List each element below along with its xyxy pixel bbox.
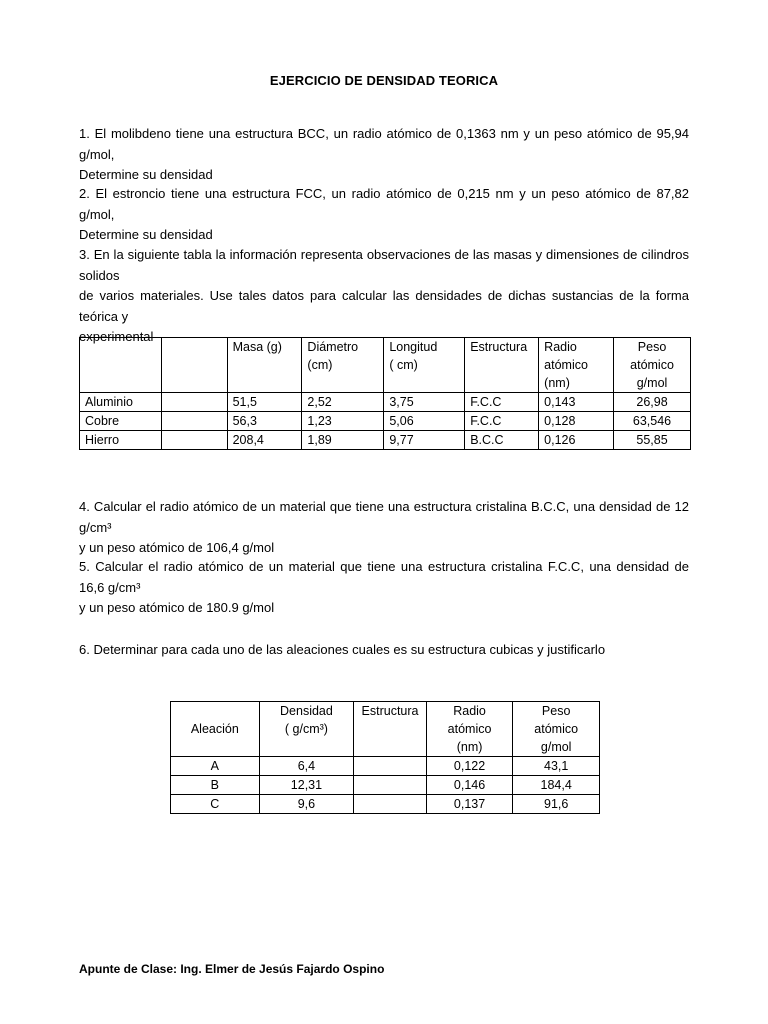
exercise-6 [79, 640, 689, 661]
exercise-5 [79, 557, 689, 619]
table-cell: F.C.C [465, 412, 539, 431]
exercise-4-line: y un peso atómico de 106,4 g/mol [79, 540, 275, 555]
table-cell: Hierro [80, 431, 162, 450]
table-cell [354, 757, 427, 776]
header-cell: Longitud ( cm) [384, 338, 465, 393]
table-cell: 26,98 [614, 393, 691, 412]
header-cell [161, 338, 227, 393]
exercise-3-line: experimental [79, 329, 154, 344]
exercise-1 [79, 124, 689, 186]
header-cell: Peso atómico g/mol [513, 702, 600, 757]
table-header-row [80, 338, 691, 393]
exercise-6-line: 6. Determinar para cada uno de las aleaciones cuales es su estructura cubicas y justificarlo [79, 642, 606, 657]
header-cell: Peso atómico g/mol [614, 338, 691, 393]
header-cell [80, 338, 162, 393]
table-cell: 1,89 [302, 431, 384, 450]
table-cell: 3,75 [384, 393, 465, 412]
table-cell: 9,6 [259, 795, 354, 814]
header-cell: Densidad ( g/cm³) [259, 702, 354, 757]
table-cell [161, 431, 227, 450]
header-cell: Radio atómico (nm) [539, 338, 614, 393]
table-cell: 0,128 [539, 412, 614, 431]
table-cell: 0,143 [539, 393, 614, 412]
table-row [80, 393, 691, 412]
table-cell: Cobre [80, 412, 162, 431]
table-cell: 6,4 [259, 757, 354, 776]
table-cell: 63,546 [614, 412, 691, 431]
table-cell: F.C.C [465, 393, 539, 412]
table-cell: 56,3 [227, 412, 302, 431]
table-row [80, 431, 691, 450]
exercise-2-line: Determine su densidad [79, 227, 213, 242]
table-cell: 1,23 [302, 412, 384, 431]
table-header-row [171, 702, 600, 757]
table-cell: 43,1 [513, 757, 600, 776]
table-cell: 0,126 [539, 431, 614, 450]
table-row [80, 412, 691, 431]
exercise-2 [79, 184, 689, 246]
table-cell: Aluminio [80, 393, 162, 412]
exercise-3 [79, 245, 689, 348]
header-cell: Aleación [171, 702, 260, 757]
table-cell: B.C.C [465, 431, 539, 450]
exercise-4-line: 4. Calcular el radio atómico de un material que tiene una estructura cristalina B.C.C, una densidad de 12 g/cm³ [79, 499, 689, 535]
table-cell: 5,06 [384, 412, 465, 431]
table-cell [354, 795, 427, 814]
exercise-3-line: 3. En la siguiente tabla la información representa observaciones de las masas y dimensiones de cilindros solidos [79, 247, 689, 283]
header-cell: Radio atómico (nm) [426, 702, 513, 757]
header-cell: Diámetro (cm) [302, 338, 384, 393]
header-cell: Masa (g) [227, 338, 302, 393]
page-title: EJERCICIO DE DENSIDAD TEORICA [269, 73, 499, 88]
exercise-3-line: de varios materiales. Use tales datos para calcular las densidades de dichas sustancias de la forma teórica y [79, 288, 689, 324]
table-cell: A [171, 757, 260, 776]
exercise-5-line: y un peso atómico de 180.9 g/mol [79, 600, 275, 615]
table-cell: 91,6 [513, 795, 600, 814]
exercise-1-line: 1. El molibdeno tiene una estructura BCC, un radio atómico de 0,1363 nm y un peso atómico de 95,94 g/mol, [79, 126, 689, 162]
table-cell: 55,85 [614, 431, 691, 450]
exercise-2-line: 2. El estroncio tiene una estructura FCC, un radio atómico de 0,215 nm y un peso atómico de 87,82 g/mol, [79, 186, 689, 222]
table-cell: 0,146 [426, 776, 513, 795]
table-cell: 184,4 [513, 776, 600, 795]
table-cell [161, 393, 227, 412]
page-footer: Apunte de Clase: Ing. Elmer de Jesús Fajardo Ospino [79, 962, 385, 976]
materials-table [79, 337, 691, 450]
header-cell: Estructura [465, 338, 539, 393]
table-cell [161, 412, 227, 431]
table-row [171, 757, 600, 776]
table-cell [354, 776, 427, 795]
table-cell: 0,122 [426, 757, 513, 776]
table-cell: 9,77 [384, 431, 465, 450]
exercise-4 [79, 497, 689, 559]
table-cell: 0,137 [426, 795, 513, 814]
table-cell: 12,31 [259, 776, 354, 795]
table-cell: 51,5 [227, 393, 302, 412]
exercise-1-line: Determine su densidad [79, 167, 213, 182]
table-cell: C [171, 795, 260, 814]
table-cell: 208,4 [227, 431, 302, 450]
table-cell: B [171, 776, 260, 795]
header-cell: Estructura [354, 702, 427, 757]
table-row [171, 776, 600, 795]
table-row [171, 795, 600, 814]
exercise-5-line: 5. Calcular el radio atómico de un material que tiene una estructura cristalina F.C.C, una densidad de 16,6 g/cm³ [79, 559, 689, 595]
alloys-table [170, 701, 600, 814]
table-cell: 2,52 [302, 393, 384, 412]
